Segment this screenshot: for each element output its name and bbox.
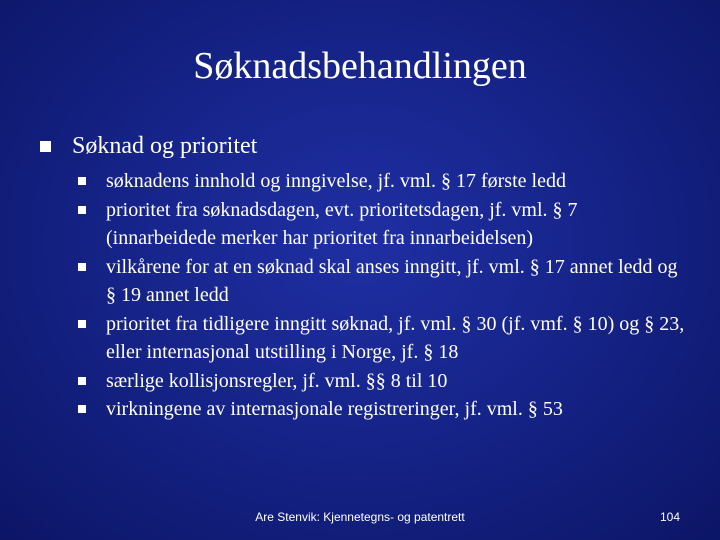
list-item xyxy=(78,395,688,424)
list-item-text: vilkårene for at en søknad skal anses inngitt, jf. vml. § 17 annet ledd og § 19 annet ledd xyxy=(106,255,678,306)
square-bullet-icon xyxy=(78,263,86,271)
main-bullet-text: Søknad og prioritet xyxy=(72,133,258,159)
list-item-text: prioritet fra tidligere inngitt søknad, jf. vml. § 30 (jf. vmf. § 10) og § 23, eller internasjonal utstilling i Norge, jf. § 18 xyxy=(106,312,685,363)
square-bullet-icon xyxy=(78,405,86,413)
sub-bullet-list xyxy=(78,167,688,424)
list-item xyxy=(78,310,688,367)
page-number: 104 xyxy=(659,510,680,524)
list-item xyxy=(78,196,688,253)
slide-title: Søknadsbehandlingen xyxy=(193,45,527,87)
list-item-text: søknadens innhold og inngivelse, jf. vml. § 17 første ledd xyxy=(106,170,566,192)
square-bullet-icon xyxy=(78,206,86,214)
list-item-text: særlige kollisjonsregler, jf. vml. §§ 8 til 10 xyxy=(106,369,448,392)
list-item xyxy=(78,167,688,196)
square-bullet-icon xyxy=(78,177,86,185)
list-item xyxy=(78,253,688,310)
square-bullet-icon xyxy=(40,141,51,152)
square-bullet-icon xyxy=(78,377,86,385)
slide-footer: Are Stenvik: Kjennetegns- og patentrett xyxy=(255,510,465,524)
square-bullet-icon xyxy=(78,320,86,328)
list-item-text: virkningene av internasjonale registreringer, jf. vml. § 53 xyxy=(106,398,563,420)
list-item-text: prioritet fra søknadsdagen, evt. prioritetsdagen, jf. vml. § 7 (innarbeidede merker har prioritet fra innarbeidelsen) xyxy=(106,198,578,249)
list-item xyxy=(78,367,688,396)
